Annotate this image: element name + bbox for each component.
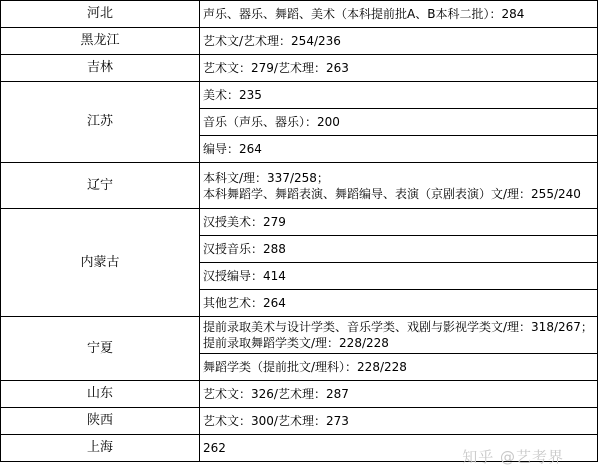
score-cell: 美术：235	[200, 82, 598, 109]
table-row-heilongjiang	[1, 28, 598, 55]
score-cell: 汉授编导：414	[200, 263, 598, 290]
score-line: 本科舞蹈学、舞蹈表演、舞蹈编导、表演（京剧表演）文/理：255/240	[203, 186, 581, 201]
score-cell: 声乐、器乐、舞蹈、美术（本科提前批A、B本科二批）：284	[200, 1, 598, 28]
score-cell: 262	[200, 435, 598, 462]
province-cell: 山东	[1, 381, 200, 408]
table-row-jiangsu	[1, 82, 598, 109]
score-cell: 汉授音乐：288	[200, 236, 598, 263]
table-row-shanghai	[1, 435, 598, 462]
table-row-shandong	[1, 381, 598, 408]
table-row-liaoning	[1, 163, 598, 209]
table-row-ningxia	[1, 317, 598, 354]
province-cell: 吉林	[1, 55, 200, 82]
score-cell: 提前录取美术与设计学类、音乐学类、戏剧与影视学类文/理：318/267；提前录取舞蹈学类文/理：228/228	[200, 317, 598, 354]
province-cell: 陕西	[1, 408, 200, 435]
province-cell: 河北	[1, 1, 200, 28]
province-cell: 宁夏	[1, 317, 200, 381]
province-cell: 黑龙江	[1, 28, 200, 55]
province-cell: 辽宁	[1, 163, 200, 209]
province-cell: 内蒙古	[1, 209, 200, 317]
table-row-jilin	[1, 55, 598, 82]
score-cell: 艺术文：326/艺术理：287	[200, 381, 598, 408]
province-cell: 上海	[1, 435, 200, 462]
score-cell: 艺术文：300/艺术理：273	[200, 408, 598, 435]
watermark: 知乎 @艺考界	[462, 448, 564, 466]
table-row-shaanxi	[1, 408, 598, 435]
score-cell: 音乐（声乐、器乐）：200	[200, 109, 598, 136]
score-cell: 艺术文/艺术理：254/236	[200, 28, 598, 55]
table-row-neimenggu	[1, 209, 598, 236]
score-line: 本科文/理：337/258；	[203, 170, 329, 185]
score-cell	[200, 163, 598, 209]
score-cell: 舞蹈学类（提前批文/理科）：228/228	[200, 354, 598, 381]
province-cell: 江苏	[1, 82, 200, 163]
score-cell: 汉授美术：279	[200, 209, 598, 236]
score-cell: 编导：264	[200, 136, 598, 163]
score-cell: 艺术文：279/艺术理：263	[200, 55, 598, 82]
score-cell: 其他艺术：264	[200, 290, 598, 317]
table-row-hebei	[1, 1, 598, 28]
